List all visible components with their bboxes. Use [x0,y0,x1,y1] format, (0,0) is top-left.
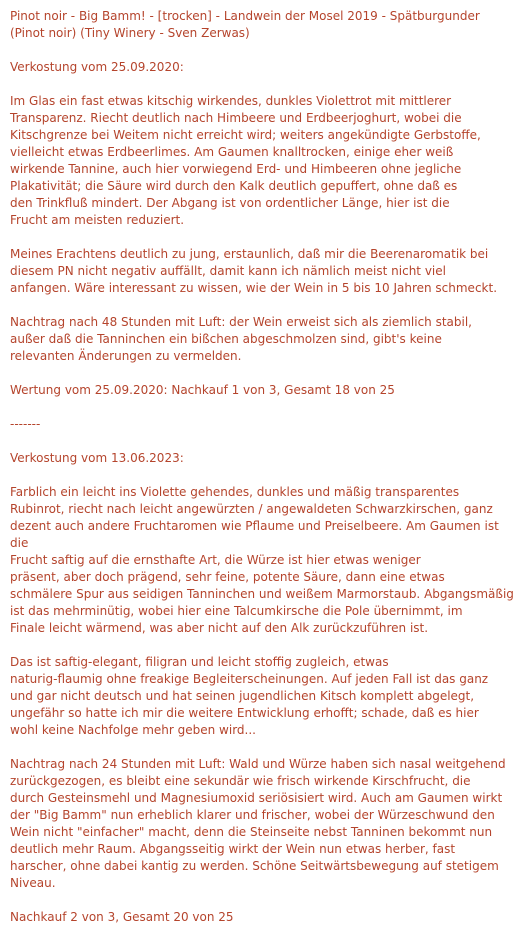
tasting-heading-2023: Verkostung vom 13.06.2023: [10,451,184,465]
tasting-2023-paragraph-2: Das ist saftig-elegant, filigran und leicht stoffig zugleich, etwas naturig-flaumig ohne freakige Begleiterscheinungen. Auf jeden Fall ist das ganz und gar nicht deutsch und hat seinen jugendlichen Kitsch komplett abgelegt, ungefähr so hatte ich mir die weitere Entwicklung erhofft; schade, daß es hier wohl keine Nachfolge mehr geben wird... [10,655,489,737]
tasting-2020-paragraph-3: Nachtrag nach 48 Stunden mit Luft: der Wein erweist sich als ziemlich stabil, außer daß die Tanninchen ein bißchen abgeschmolzen sind, gibt's keine relevanten Änderungen zu vermelden. [10,315,472,363]
wine-title: Pinot noir - Big Bamm! - [trocken] - Landwein der Mosel 2019 - Spätburgunder (Pinot noir) (Tiny Winery - Sven Zerwas) [10,9,480,40]
tasting-2023-paragraph-1: Farblich ein leicht ins Violette gehendes, dunkles und mäßig transparentes Rubinrot, riecht nach leicht angewürzten / angewaldeten Schwarzkirschen, ganz dezent auch andere Fruchtaromen wie Pflaume und Preiselbeere. Am Gaumen ist die Frucht saftig auf die ernsthafte Art, die Würze ist hier etwas weniger präsent, aber doch prägend, sehr feine, potente Säure, dann eine etwas schmälere Spur aus seidigen Tanninchen und weißem Marmorstaub. Abgangsmäßig ist das mehrminütig, wobei hier eine Talcumkirsche die Pole übernimmt, im Finale leicht wärmend, was aber nicht auf den Alk zurückzuführen ist. [10,485,514,635]
rating-2023: Nachkauf 2 von 3, Gesamt 20 von 25 [10,910,234,924]
section-separator: ------- [10,417,41,431]
rating-2020: Wertung vom 25.09.2020: Nachkauf 1 von 3, Gesamt 18 von 25 [10,383,395,397]
tasting-heading-2020: Verkostung vom 25.09.2020: [10,60,184,74]
tasting-2020-paragraph-2: Meines Erachtens deutlich zu jung, erstaunlich, daß mir die Beerenaromatik bei diesem PN nicht negativ auffällt, damit kann ich nämlich meist nicht viel anfangen. Wäre interessant zu wissen, wie der Wein in 5 bis 10 Jahren schmeckt. [10,247,498,295]
tasting-2020-paragraph-1: Im Glas ein fast etwas kitschig wirkendes, dunkles Violettrot mit mittlerer Transparenz. Riecht deutlich nach Himbeere und Erdbeerjoghurt, wobei die Kitschgrenze bei Weitem nicht erreicht wird; weiters angekündigte Gerbstoffe, vielleicht etwas Erdbeerlimes. Am Gaumen knalltrocken, einige eher weiß wirkende Tannine, auch hier vorwiegend Erd- und Himbeeren ohne jegliche Plakativität; die Säure wird durch den Kalk deutlich gepuffert, ohne daß es den Trinkfluß mindert. Der Abgang ist von ordentlicher Länge, hier ist die Frucht am meisten reduziert. [10,94,481,227]
tasting-2023-paragraph-3: Nachtrag nach 24 Stunden mit Luft: Wald und Würze haben sich nasal weitgehend zurückgezogen, es bleibt eine sekundär wie frisch wirkende Kirschfrucht, die durch Gesteinsmehl und Magnesiumoxid seriösisiert wird. Auch am Gaumen wirkt der "Big Bamm" nun erheblich klarer und frischer, wobei der Würzeschwund den Wein nicht "einfacher" macht, denn die Steinseite nebst Tanninen bekommt nun deutlich mehr Raum. Abgangsseitig wirkt der Wein nun etwas herber, fast harscher, ohne dabei kantig zu werden. Schöne Seitwärtsbewegung auf stetigem Niveau. [10,757,506,890]
